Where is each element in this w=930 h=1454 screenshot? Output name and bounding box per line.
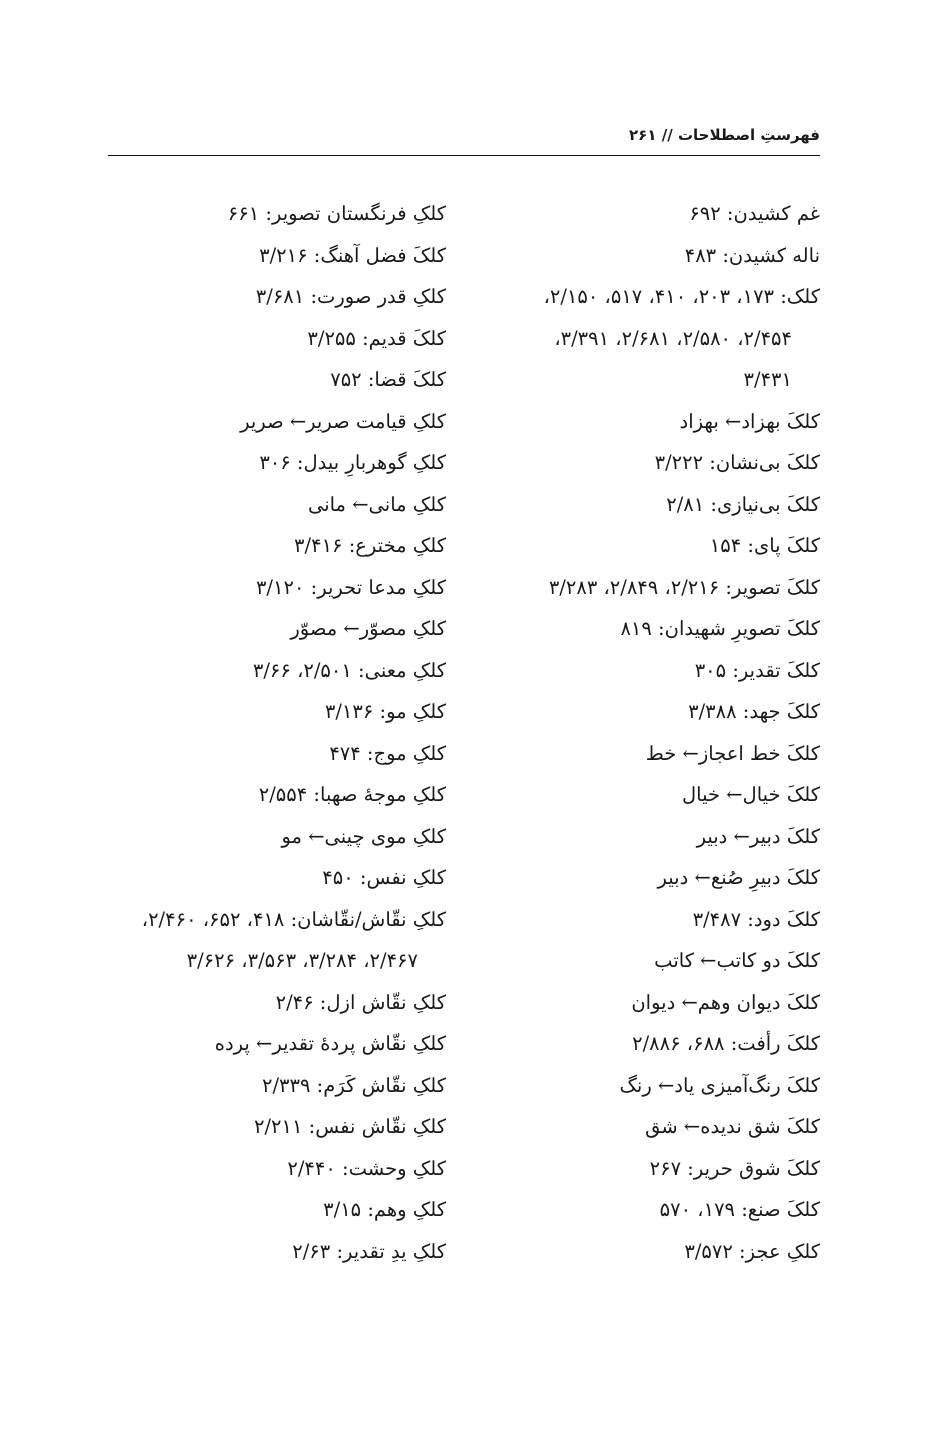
- index-entry: کلکِ قیامت صریر← صریر: [240, 409, 446, 433]
- index-entry: کلکَ تصویرِ شهیدان: ۸۱۹: [620, 617, 820, 640]
- index-entry: کلکَ رأفت: ۶۸۸، ۲/۸۸۶: [632, 1032, 820, 1055]
- index-entry-continuation: ۳/۴۳۱: [743, 368, 792, 391]
- index-entry: کلکَ قضا: ۷۵۲: [330, 368, 446, 391]
- index-entry: کلکَ دبیرِ صُنع← دبیر: [657, 866, 820, 889]
- index-entry: کلکِ نقّاش/نقّاشان: ۴۱۸، ۶۵۲، ۲/۴۶۰،: [141, 907, 446, 931]
- index-entry: کلکَ شوق حریر: ۲۶۷: [649, 1156, 820, 1180]
- index-entry: کلکَ دیوان وهم← دیوان: [631, 990, 820, 1014]
- index-entry: کلک: ۱۷۳، ۲۰۳، ۴۱۰، ۵۱۷، ۲/۱۵۰،: [543, 285, 820, 308]
- index-entry: کلکِ موج: ۴۷۴: [329, 741, 446, 765]
- index-entry: ناله کشیدن: ۴۸۳: [684, 243, 820, 267]
- index-entry: کلکِ مدعا تحریر: ۳/۱۲۰: [255, 575, 446, 599]
- index-entry: کلکِ مخترع: ۳/۴۱۶: [294, 534, 446, 557]
- index-entry: کلکَ خط اعجاز← خط: [645, 741, 820, 765]
- index-column-left: [100, 193, 446, 1272]
- index-entry-continuation: ۲/۴۵۴، ۲/۵۸۰، ۲/۶۸۱، ۳/۳۹۱،: [554, 326, 792, 350]
- index-entry: کلکِ مو: ۳/۱۳۶: [324, 700, 446, 723]
- index-entry: کلکِ مصوّر← مصوّر: [290, 617, 446, 640]
- index-entry: کلکَ رنگ‌آمیزی یاد← رنگ: [619, 1073, 820, 1097]
- index-entry: کلکَ جهد: ۳/۳۸۸: [688, 700, 820, 723]
- header-title: فهرستِ اصطلاحات: [677, 126, 820, 144]
- header-separator: //: [661, 126, 673, 144]
- index-entry: کلکَ تقدیر: ۳۰۵: [694, 658, 820, 682]
- index-entry: کلکِ قدر صورت: ۳/۶۸۱: [255, 285, 446, 308]
- index-entry: کلکَ قدیم: ۳/۲۵۵: [307, 326, 446, 350]
- index-entry: کلکَ بی‌نیازی: ۲/۸۱: [666, 492, 820, 516]
- index-entry: کلکِ موی چینی← مو: [281, 824, 446, 848]
- index-entry: کلکِ گوهربارِ بیدل: ۳۰۶: [259, 451, 446, 474]
- index-entry: کلکِ موجهٔ صهبا: ۲/۵۵۴: [258, 783, 446, 806]
- index-entry: کلکِ نقّاش ازل: ۲/۴۶: [275, 990, 446, 1014]
- index-entry: کلکَ تصویر: ۲/۲۱۶، ۲/۸۴۹، ۳/۲۸۳: [548, 575, 820, 599]
- index-entry: کلکَ فضل آهنگ: ۳/۲۱۶: [259, 243, 446, 267]
- index-entry: کلکِ نقّاش پردهٔ تقدیر← پرده: [214, 1032, 446, 1055]
- page-header: [108, 122, 820, 156]
- running-head: [629, 124, 820, 146]
- index-entry: کلکَ شق ندیده← شق: [645, 1115, 820, 1138]
- index-entry: غم کشیدن: ۶۹۲: [689, 202, 820, 225]
- index-entry: کلکِ وهم: ۳/۱۵: [323, 1198, 446, 1221]
- index-entry: کلکَ بی‌نشان: ۳/۲۲۲: [654, 451, 820, 474]
- index-entry: کلکَ دو کاتب← کاتب: [654, 949, 820, 972]
- index-entry: کلکَ دبیر← دبیر: [696, 824, 820, 848]
- index-entry: کلکِ نقّاش نفس: ۲/۲۱۱: [253, 1115, 446, 1138]
- index-entry: کلکَ خیال← خیال: [681, 783, 820, 806]
- index-entry: کلکَ پای: ۱۵۴: [709, 534, 820, 557]
- index-entry: کلکِ وحشت: ۲/۴۴۰: [287, 1156, 446, 1180]
- index-entry: کلکِ فرنگستان تصویر: ۶۶۱: [227, 202, 446, 225]
- index-entry-continuation: ۲/۴۶۷، ۳/۲۸۴، ۳/۵۶۳، ۳/۶۲۶: [186, 949, 418, 972]
- index-entry: کلکِ مانی← مانی: [307, 492, 446, 516]
- index-entry: کلکِ نفس: ۴۵۰: [322, 866, 446, 889]
- index-entry: کلکِ یدِ تقدیر: ۲/۶۳: [292, 1239, 446, 1263]
- index-entry: کلکِ عجز: ۳/۵۷۲: [684, 1239, 820, 1263]
- index-entry: کلکِ معنی: ۲/۵۰۱، ۳/۶۶: [252, 658, 446, 682]
- index-entry: کلکَ صنع: ۱۷۹، ۵۷۰: [659, 1198, 820, 1221]
- index-entry: کلکَ دود: ۳/۴۸۷: [692, 907, 820, 931]
- page-number: ۲۶۱: [629, 126, 657, 144]
- index-entry: کلکَ بهزاد← بهزاد: [679, 409, 820, 433]
- index-column-right: [470, 193, 820, 1272]
- index-entry: کلکِ نقّاش کَرَم: ۲/۳۳۹: [262, 1073, 446, 1097]
